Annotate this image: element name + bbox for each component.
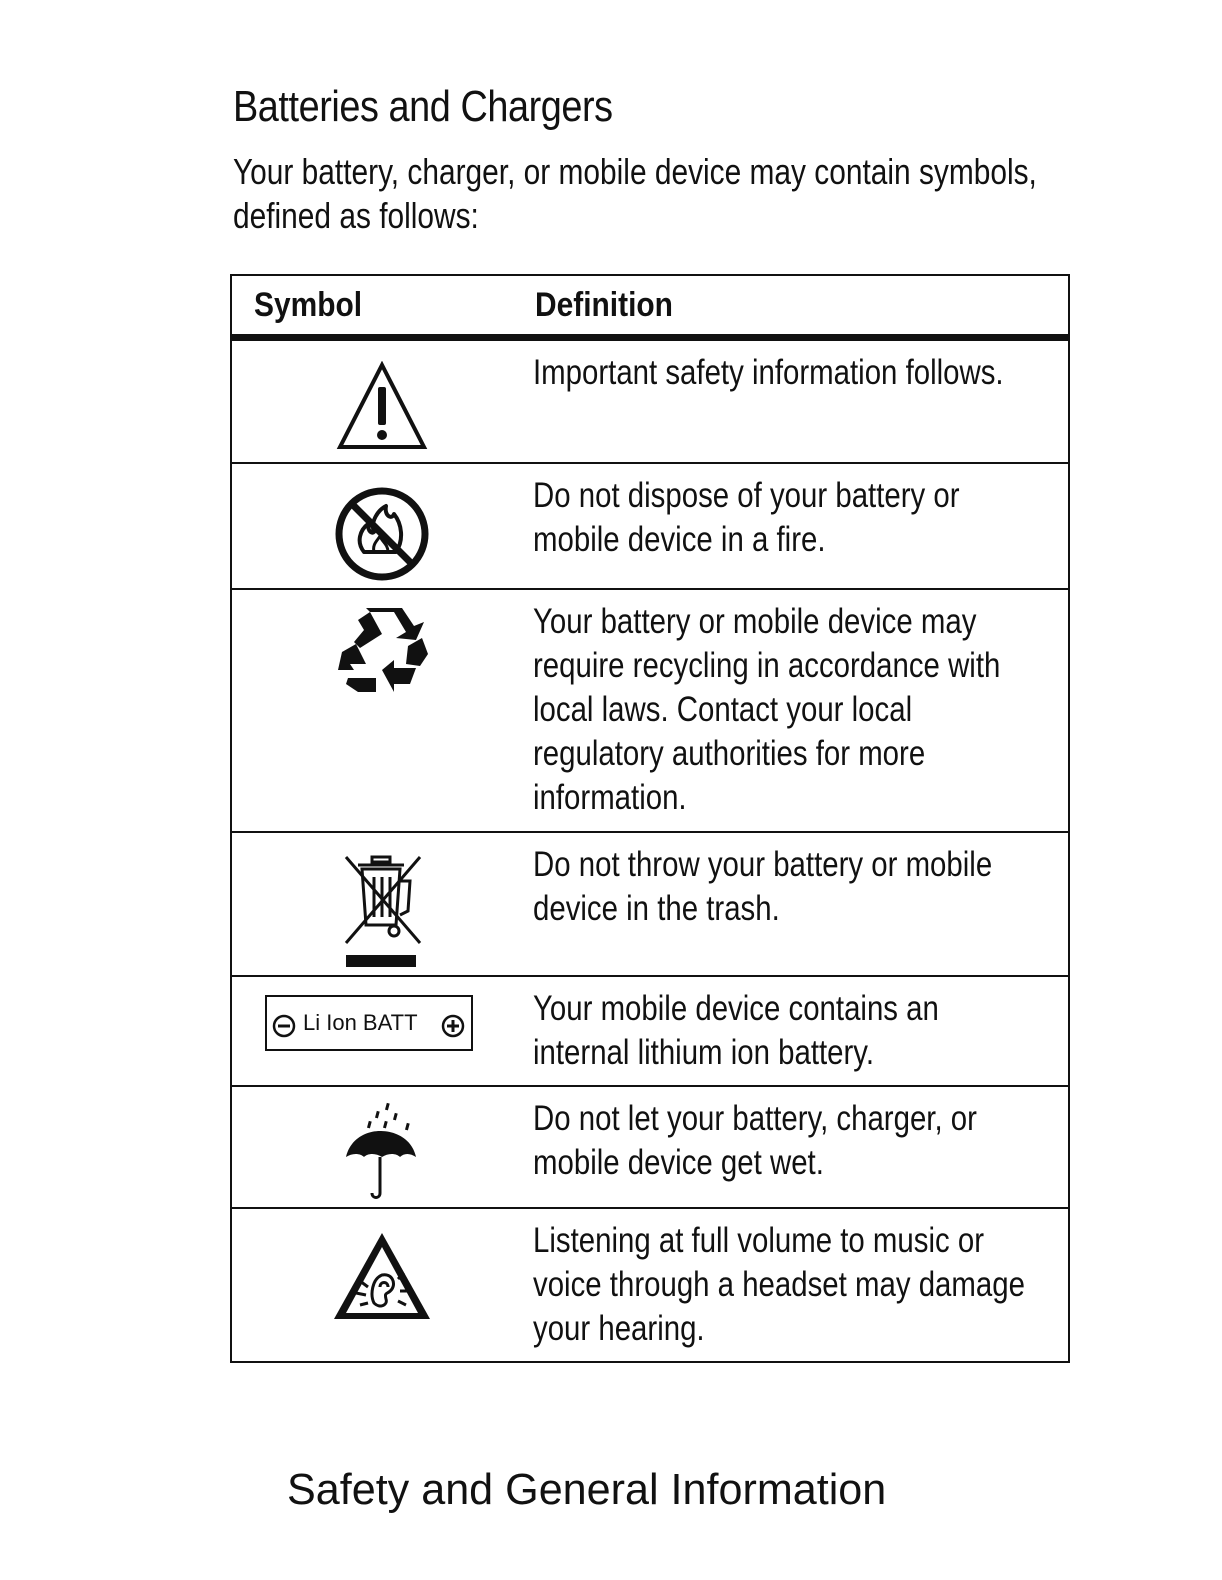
definition-line: your hearing. [533, 1308, 705, 1348]
crossed-out-bin-icon [340, 851, 424, 969]
definition-line: mobile device in a fire. [533, 519, 826, 559]
definition-line: Your mobile device contains an [533, 988, 939, 1028]
definition-line: local laws. Contact your local [533, 689, 913, 729]
symbol-column-header: Symbol [231, 275, 531, 338]
warning-triangle-icon [336, 361, 428, 451]
table-row [231, 338, 1069, 463]
symbols-table [230, 274, 1070, 1363]
minus-circle-icon [272, 1014, 296, 1038]
table-row [231, 589, 1069, 832]
definition-line: information. [533, 777, 687, 817]
definition-line: device in the trash. [533, 888, 780, 928]
definition-line: Do not dispose of your battery or [533, 475, 960, 515]
intro-text [233, 150, 1037, 238]
definition-column-header: Definition [531, 275, 1069, 338]
table-row [231, 463, 1069, 589]
table-row [231, 1086, 1069, 1208]
table-header-row [231, 275, 1069, 338]
symbol-cell [231, 1208, 531, 1362]
definition-line: mobile device get wet. [533, 1142, 824, 1182]
recycle-icon [336, 608, 428, 692]
symbol-cell [231, 463, 531, 589]
definition-cell [531, 832, 1069, 976]
definition-cell [531, 1086, 1069, 1208]
definition-line: regulatory authorities for more [533, 733, 926, 773]
definition-line: Do not let your battery, charger, or [533, 1098, 977, 1138]
definition-line: Listening at full volume to music or [533, 1220, 985, 1260]
definition-cell [531, 976, 1069, 1086]
table-row [231, 1208, 1069, 1362]
symbol-cell [231, 976, 531, 1086]
definition-line: Your battery or mobile device may [533, 601, 977, 641]
definition-line: internal lithium ion battery. [533, 1032, 874, 1072]
umbrella-rain-icon [342, 1101, 422, 1201]
symbol-cell [231, 832, 531, 976]
plus-circle-icon [441, 1014, 465, 1038]
table-row [231, 832, 1069, 976]
symbol-cell [231, 589, 531, 832]
symbol-cell [231, 1086, 531, 1208]
li-ion-battery-label [265, 995, 473, 1051]
table-row [231, 976, 1069, 1086]
symbol-cell [231, 338, 531, 463]
hearing-damage-warning-icon [330, 1229, 434, 1323]
definition-cell [531, 1208, 1069, 1362]
definition-line: Do not throw your battery or mobile [533, 844, 993, 884]
battery-label-text: Li Ion BATT [303, 1009, 418, 1035]
section-footer-title: Safety and General Information [287, 1465, 887, 1514]
definition-cell [531, 589, 1069, 832]
definition-line: Important safety information follows. [533, 353, 1004, 392]
definition-line: voice through a headset may damage [533, 1264, 1025, 1304]
page-heading: Batteries and Chargers [233, 82, 613, 131]
no-fire-icon [334, 486, 430, 582]
intro-line: defined as follows: [233, 195, 479, 236]
definition-line: require recycling in accordance with [533, 645, 1001, 685]
definition-cell [531, 463, 1069, 589]
intro-line: Your battery, charger, or mobile device may contain symbols, [233, 151, 1037, 192]
definition-cell [531, 338, 1069, 463]
